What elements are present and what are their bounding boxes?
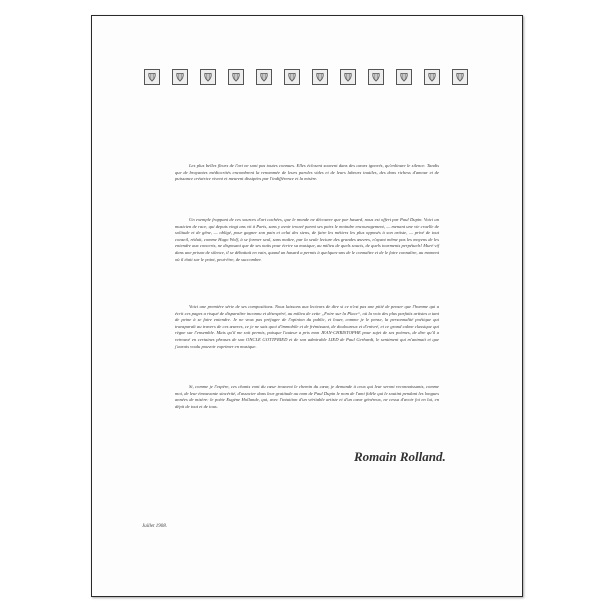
ornament-tile <box>340 69 356 85</box>
lyre-ornament-icon <box>314 71 326 83</box>
paragraph-2: Un exemple frappant de ces sources d'art cachées, que le monde ne découvre que par hasard, nous est offert par Paul Dupin. Voici un musicien de race, qui depuis vingt ans vit à Paris, sans y avoir trouvé parmi ses pairs le moindre encouragement, — menant une vie cruelle de solitude et de gêne, — obligé, pour gagner son pain et celui des siens, de faire les métiers les plus opposés à son artiste, — privé de tout conseil, réduit, comme Hugo Wolf, à se former seul, sans maître, par la seule lecture des grandes œuvres, n'ayant même pas les moyens de les entendre aux concerts, ne disposant que de ses nuits pour écrire sa musique, au milieu de quels soucis, de quels tourments perpétuels! Muré vif dans une prison de silence, il se débattait en vain, quand un hasard a permis à quelques-uns de le connaître et de le faire connaître, au moment où il était sur le point, peut-être, de succomber. <box>175 217 439 262</box>
lyre-ornament-icon <box>342 71 354 83</box>
ornamental-frieze <box>144 69 468 86</box>
signature: Romain Rolland. <box>354 449 446 464</box>
paragraph-4: Si, comme je l'espère, ces chants vont du cœur trouvent le chemin du cœur, je demande à ceux qui leur seront reconnaissants, comme moi, de leur émouvante sincérité, d'associer dans leur gratitude au nom de Paul Dupin le nom de l'ami fidèle qui le soutint pendant les longues années de misère: le poète Eugène Hollande, qui, avec l'intuition d'un véritable artiste et d'un cœur généreux, ne cessa d'avoir foi en lui, en dépit de tout et de tous. <box>175 384 439 409</box>
ornament-tile <box>256 69 272 85</box>
lyre-ornament-icon <box>454 71 466 83</box>
paragraph-3: Voici une première série de ses compositions. Nous laissons aux lecteurs de dire si ce n'est pas une pitié de penser que l'homme qui a écrit ces pages a risqué de disparaître inconnu et désespéré, au milieu de cette „Foire sur la Place“, où la voix des plus parfaits artistes a tant de peine à se faire entendre. Je ne veux pas préjuger de l'opinion du public, et louer, comme je le pense, la personnalité poétique qui transparaît au travers de ces œuvres, ce je ne sais quoi d'immobile et de frémissant, de douloureux et d'enivré, et ce grand calme classique qui règne sur l'ensemble. Mais qu'il me soit permis, puisque l'auteur a pris mon JEAN-CHRISTOPHE pour sujet de ses poèmes, de dire qu'il a retrouvé en certaines phrases de son ONCLE GOTTFRIED et de son admirable LIED de Paul Gerhardt, le sentiment qui m'animait et que j'aurais voulu pouvoir exprimer en musique. <box>175 304 439 349</box>
lyre-ornament-icon <box>174 71 186 83</box>
lyre-ornament-icon <box>286 71 298 83</box>
ornament-tile <box>284 69 300 85</box>
ornament-tile <box>228 69 244 85</box>
ornament-tile <box>424 69 440 85</box>
ornament-tile <box>144 69 160 85</box>
document-page <box>91 15 523 597</box>
lyre-ornament-icon <box>258 71 270 83</box>
lyre-ornament-icon <box>398 71 410 83</box>
paragraph-1: Les plus belles fleurs de l'art ne sont pas toutes connues. Elles éclosent souvent dans des cœurs ignorés, qu'enlinure le silence. Tandis que de bruyantes médiocrités encombrent la renommée de leurs paroles vides et de leurs labeurs inutiles, des dons richess d'amour et de puissance créatrice vivent et meurent dissipées par l'indifférence et la misère. <box>175 163 439 182</box>
ornament-tile <box>172 69 188 85</box>
lyre-ornament-icon <box>370 71 382 83</box>
lyre-ornament-icon <box>230 71 242 83</box>
date-line: Juillet 1908. <box>142 524 167 529</box>
ornament-tile <box>396 69 412 85</box>
ornament-tile <box>200 69 216 85</box>
lyre-ornament-icon <box>146 71 158 83</box>
lyre-ornament-icon <box>426 71 438 83</box>
ornament-tile <box>452 69 468 85</box>
ornament-tile <box>368 69 384 85</box>
lyre-ornament-icon <box>202 71 214 83</box>
ornament-tile <box>312 69 328 85</box>
